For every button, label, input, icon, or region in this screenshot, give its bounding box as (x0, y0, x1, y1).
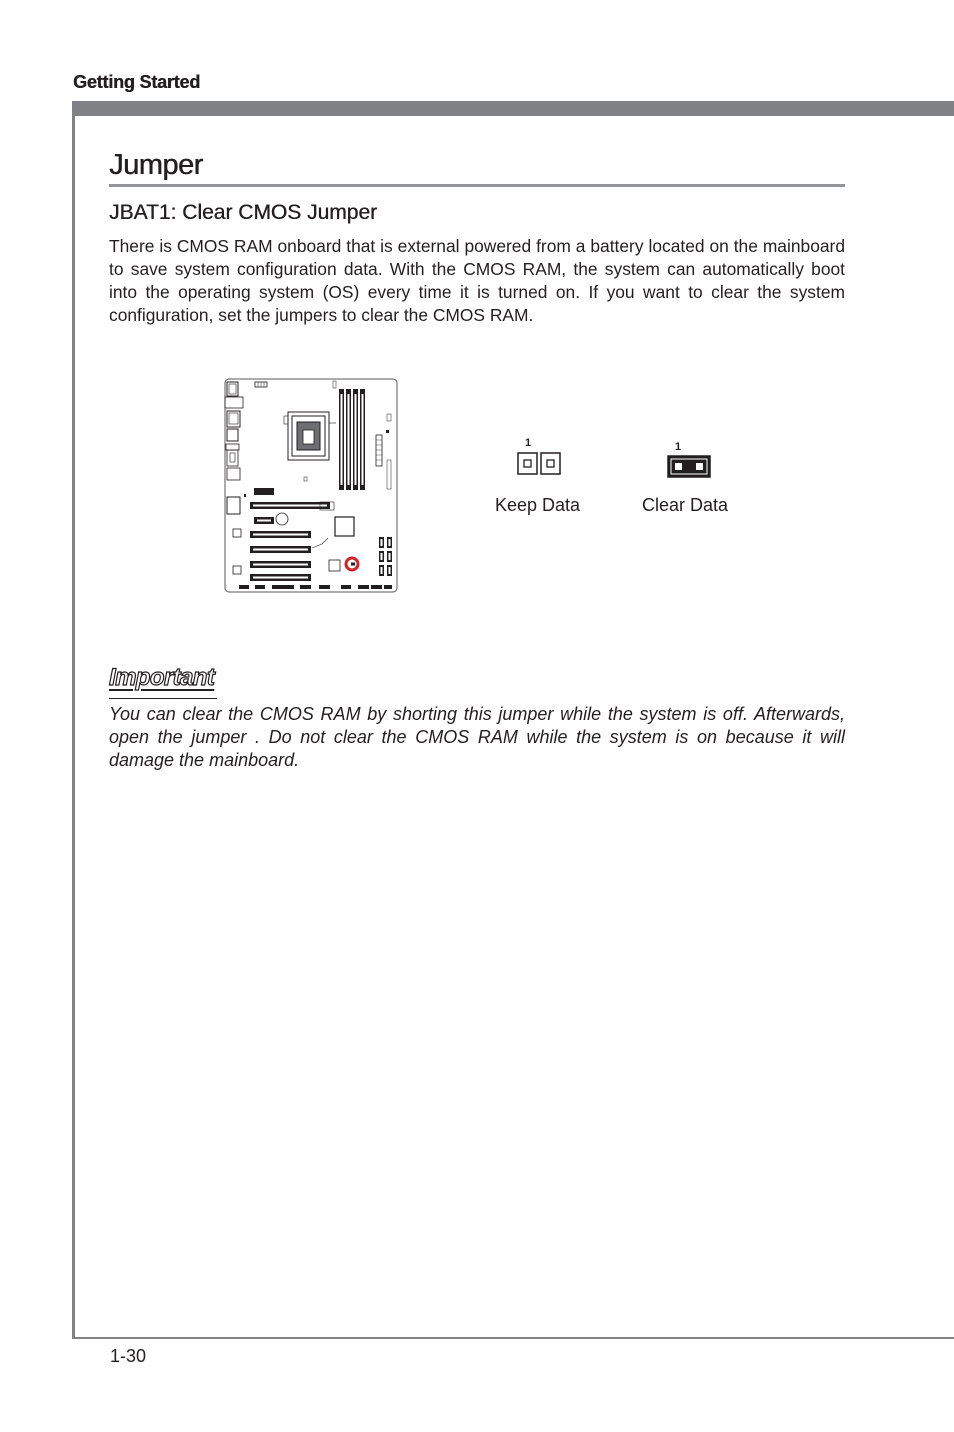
section-subtitle: JBAT1: Clear CMOS Jumper (109, 201, 378, 224)
left-margin-rule (72, 101, 75, 1339)
jumper-pin1-label: 1 (525, 437, 532, 449)
jumper-shorted-icon (667, 455, 711, 478)
page-number: 1-30 (110, 1346, 147, 1366)
header-bar (72, 101, 954, 116)
footer-rule (72, 1337, 954, 1339)
important-underline (109, 698, 217, 699)
motherboard-diagram (224, 378, 398, 593)
body-paragraph: There is CMOS RAM onboard that is external powered from a battery located on the mainboard to save system configuration data. With the CMOS RAM, the system can automatically boot into the operating system (OS) every time it is turned on. If you want to clear the system configuration, set the jumpers to clear the CMOS RAM. (109, 236, 845, 325)
section-label: Getting Started (73, 72, 201, 92)
jumper-open-icon (517, 452, 561, 475)
important-note: You can clear the CMOS RAM by shorting this jumper while the system is off. Afterwards, open the jumper . Do not clear the CMOS RAM while the system is on because it will damage the mainboard. (109, 704, 845, 770)
important-heading: Important (109, 664, 215, 691)
title-underline (109, 184, 845, 187)
keep-data-caption: Keep Data (495, 495, 581, 515)
jumper-pin1-label: 1 (675, 441, 682, 453)
page-title: Jumper (109, 149, 203, 181)
clear-data-caption: Clear Data (642, 495, 729, 515)
